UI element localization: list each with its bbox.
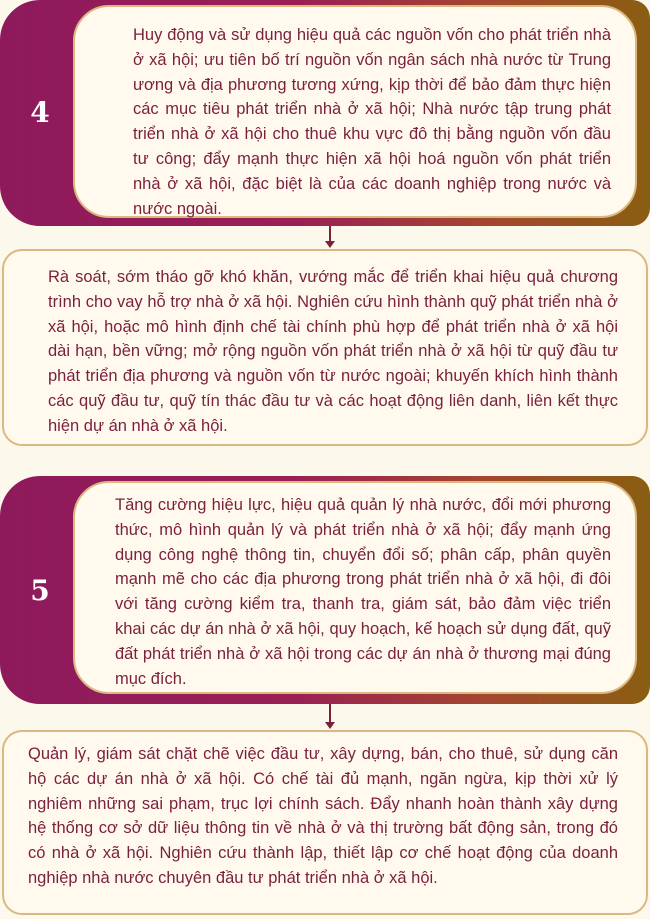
section-4-detail-card <box>2 249 648 446</box>
section-4-highlight-text: Huy động và sử dụng hiệu quả các nguồn vốn cho phát triển nhà ở xã hội; ưu tiên bố trí nguồn vốn ngân sách nhà nước từ Trung ương và địa phương tương xứng, kịp thời để bảo đảm thực hiện các mục tiêu phát triển nhà ở xã hội; Nhà nước tập trung phát triển nhà ở xã hội cho thuê khu vực đô thị bằng nguồn vốn đầu tư công; đẩy mạnh thực hiện xã hội hoá nguồn vốn phát triển nhà ở xã hội, đặc biệt là của các doanh nghiệp trong nước và nước ngoài. <box>133 26 611 218</box>
section-4-detail-text: Rà soát, sớm tháo gỡ khó khăn, vướng mắc để triển khai hiệu quả chương trình cho vay hỗ trợ nhà ở xã hội. Nghiên cứu hình thành quỹ phát triển nhà ở xã hội, hoặc mô hình định chế tài chính phù hợp để phát triển nhà ở xã hội dài hạn, bền vững; mở rộng nguồn vốn phát triển nhà ở xã hội từ quỹ đầu tư phát triển địa phương và nguồn vốn từ nước ngoài; khuyến khích hình thành các quỹ đầu tư, quỹ tín thác đầu tư và các hoạt động liên danh, liên kết thực hiện dự án nhà ở xã hội. <box>48 268 618 435</box>
section-4-highlight-card <box>73 5 637 218</box>
section-5-number: 5 <box>30 574 50 607</box>
section-5-detail-card <box>2 730 648 915</box>
down-arrow-icon <box>325 241 335 248</box>
down-arrow-icon <box>325 722 335 729</box>
section-4-number: 4 <box>30 96 50 129</box>
connector-line <box>329 704 331 723</box>
section-5-detail-text: Quản lý, giám sát chặt chẽ việc đầu tư, xây dựng, bán, cho thuê, sử dụng căn hộ các dự án nhà ở xã hội. Có chế tài đủ mạnh, ngăn ngừa, kịp thời xử lý nghiêm những sai phạm, trục lợi chính sách. Đẩy nhanh hoàn thành xây dựng hệ thống cơ sở dữ liệu thông tin về nhà ở và thị trường bất động sản, trong đó có nhà ở xã hội. Nghiên cứu thành lập, thiết lập cơ chế hoạt động của doanh nghiệp nhà nước chuyên đầu tư phát triển nhà ở xã hội. <box>28 745 618 887</box>
connector-line <box>329 226 331 242</box>
section-5-highlight-text: Tăng cường hiệu lực, hiệu quả quản lý nhà nước, đổi mới phương thức, mô hình quản lý và phát triển nhà ở xã hội; đẩy mạnh ứng dụng công nghệ thông tin, chuyển đổi số; phân cấp, phân quyền mạnh mẽ cho các địa phương trong phát triển nhà ở xã hội, đi đôi với tăng cường kiểm tra, thanh tra, giám sát, bảo đảm việc triển khai các dự án nhà ở xã hội, quy hoạch, kế hoạch sử dụng đất, quỹ đất phát triển nhà ở xã hội trong các dự án nhà ở thương mại đúng mục đích. <box>115 496 611 688</box>
section-5-highlight-card <box>73 481 637 694</box>
